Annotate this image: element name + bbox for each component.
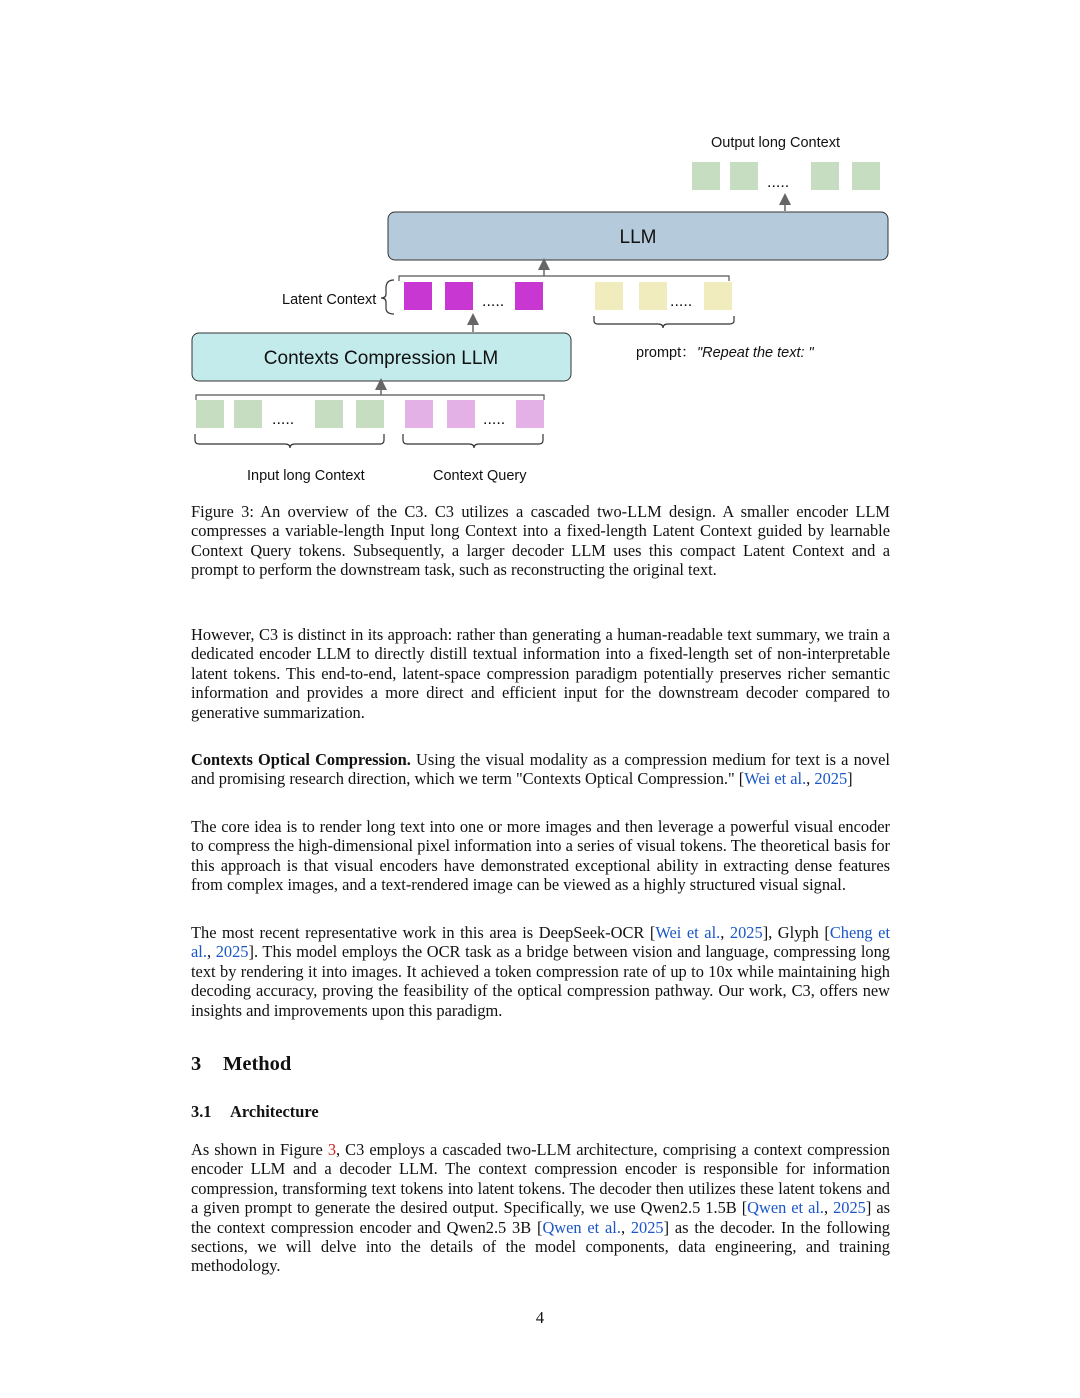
prompt-token [704, 282, 732, 310]
latent-brace [381, 280, 394, 314]
page-number: 4 [535, 1308, 545, 1327]
citation-link[interactable]: 2025 [814, 769, 848, 789]
latent-token [445, 282, 473, 310]
llm-label: LLM [619, 227, 657, 248]
citation-separator: , [620, 1217, 631, 1237]
section-number: 3 [191, 1053, 202, 1075]
latent-token [515, 282, 543, 310]
prompt-dots: ..... [670, 293, 693, 310]
output-token [692, 162, 720, 190]
figure-caption [191, 502, 890, 580]
query-dots: ..... [483, 411, 506, 428]
paragraph-heading: Contexts Optical Compression. [191, 750, 411, 769]
paragraph [191, 750, 890, 789]
citation-separator: , [806, 769, 815, 789]
paragraph-text: ], Glyph [ [762, 923, 830, 942]
paragraph-text: Using the visual modality as a compression medium for text is a novel and promising research direction, which we term "Contexts Optical Compression." [ [191, 750, 890, 789]
latent-label: Latent Context [282, 292, 377, 308]
input-token [234, 400, 262, 428]
paragraph-text: ]. This model employs the OCR task as a bridge between vision and language, compressing long text by rendering it into images. It achieved a token compression rate of up to 10x while maintaining high decoding accuracy, proving the feasibility of the optical compression pathway. Our work, C3, offers new insights and improvements upon this paradigm. [191, 942, 890, 1020]
section-heading [191, 1053, 291, 1076]
input-token [356, 400, 384, 428]
top-bracket [399, 276, 729, 281]
paragraph-text: The core idea is to render long text into one or more images and then leverage a powerful visual encoder to compress the high-dimensional pixel information into a series of visual tokens. The theoretical basis for this approach is that visual encoders have demonstrated exceptional ability in extracting dense features from complex images, and a text-rendered image can be viewed as a highly structured visual signal. [191, 817, 890, 895]
citation-link[interactable]: Cheng et al. [191, 923, 890, 962]
paragraph-text: The most recent representative work in this area is DeepSeek-OCR [ [191, 923, 656, 942]
citation-link[interactable]: Wei et al. [744, 769, 807, 789]
output-token [811, 162, 839, 190]
citation-link[interactable]: 2025 [729, 923, 763, 942]
figure-reference-link[interactable]: 3 [327, 1140, 337, 1159]
paragraph-text: ] as the context compression encoder and Qwen2.5 3B [ [191, 1198, 890, 1237]
citation-link[interactable]: Qwen et al. [542, 1217, 621, 1237]
latent-dots: ..... [482, 293, 505, 310]
architecture-diagram [0, 0, 1080, 495]
prompt-label: prompt： [636, 345, 696, 361]
output-dots: ..... [767, 174, 790, 191]
input-brace [195, 434, 384, 448]
paragraph-text: , C3 employs a cascaded two-LLM architecture, comprising a context compression encoder LLM and a decoder LLM. The context compression encoder is responsible for information compression, transforming text tokens into latent tokens. The decoder then utilizes these latent tokens and a given prompt to generate the desired output. Specifically, we use Qwen2.5 1.5B [ [191, 1140, 891, 1218]
paragraph [191, 625, 890, 722]
paragraph-text: ] as the decoder. In the following sections, we will delve into the details of the model components, data engineering, and training methodology. [191, 1217, 891, 1276]
query-brace [403, 434, 543, 448]
paragraph [191, 817, 890, 895]
citation-separator: , [824, 1198, 834, 1218]
citation-link[interactable]: Qwen et al. [747, 1198, 825, 1218]
subsection-title: Architecture [230, 1102, 319, 1121]
bottom-bracket [196, 395, 544, 400]
figure-3-diagram [0, 0, 1080, 495]
input-label: Input long Context [247, 468, 365, 484]
citation-bracket: ] [847, 769, 853, 789]
compression-llm-label: Contexts Compression LLM [263, 348, 499, 369]
paragraph [191, 923, 890, 1020]
output-label: Output long Context [711, 135, 840, 151]
subsection-number: 3.1 [191, 1102, 212, 1121]
output-token [730, 162, 758, 190]
prompt-token [639, 282, 667, 310]
paragraph-text: As shown in Figure [191, 1140, 328, 1159]
input-dots: ..... [272, 411, 295, 428]
prompt-token [595, 282, 623, 310]
citation-link[interactable]: Wei et al. [655, 923, 721, 942]
query-label: Context Query [433, 468, 527, 484]
citation-link[interactable]: 2025 [215, 942, 249, 962]
latent-token [404, 282, 432, 310]
subsection-heading [191, 1102, 319, 1122]
output-token [852, 162, 880, 190]
citation-separator: , [720, 923, 730, 942]
prompt-brace [594, 316, 734, 328]
input-token [315, 400, 343, 428]
citation-separator: , [206, 942, 216, 962]
paragraph [191, 1140, 890, 1276]
query-token [516, 400, 544, 428]
caption-lead: Figure 3: [191, 502, 254, 521]
input-token [196, 400, 224, 428]
query-token [447, 400, 475, 428]
caption-text: An overview of the C3. C3 utilizes a cascaded two-LLM design. A smaller encoder LLM compresses a variable-length Input long Context into a fixed-length Latent Context guided by learnable Context Query tokens. Subsequently, a larger decoder LLM uses this compact Latent Context and a prompt to perform the downstream task, such as reconstructing the original text. [191, 502, 890, 580]
prompt-text: "Repeat the text: " [697, 345, 814, 361]
paragraph-text: However, C3 is distinct in its approach: rather than generating a human-readable text summary, we train a dedicated encoder LLM to directly distill textual information into a fixed-length set of non-interpretable latent tokens. This end-to-end, latent-space compression paradigm potentially preserves richer semantic information and provides a more direct and efficient input for the downstream decoder compared to generative summarization. [191, 625, 890, 722]
citation-link[interactable]: 2025 [630, 1217, 664, 1237]
section-title: Method [223, 1053, 292, 1075]
citation-link[interactable]: 2025 [833, 1198, 866, 1218]
query-token [405, 400, 433, 428]
